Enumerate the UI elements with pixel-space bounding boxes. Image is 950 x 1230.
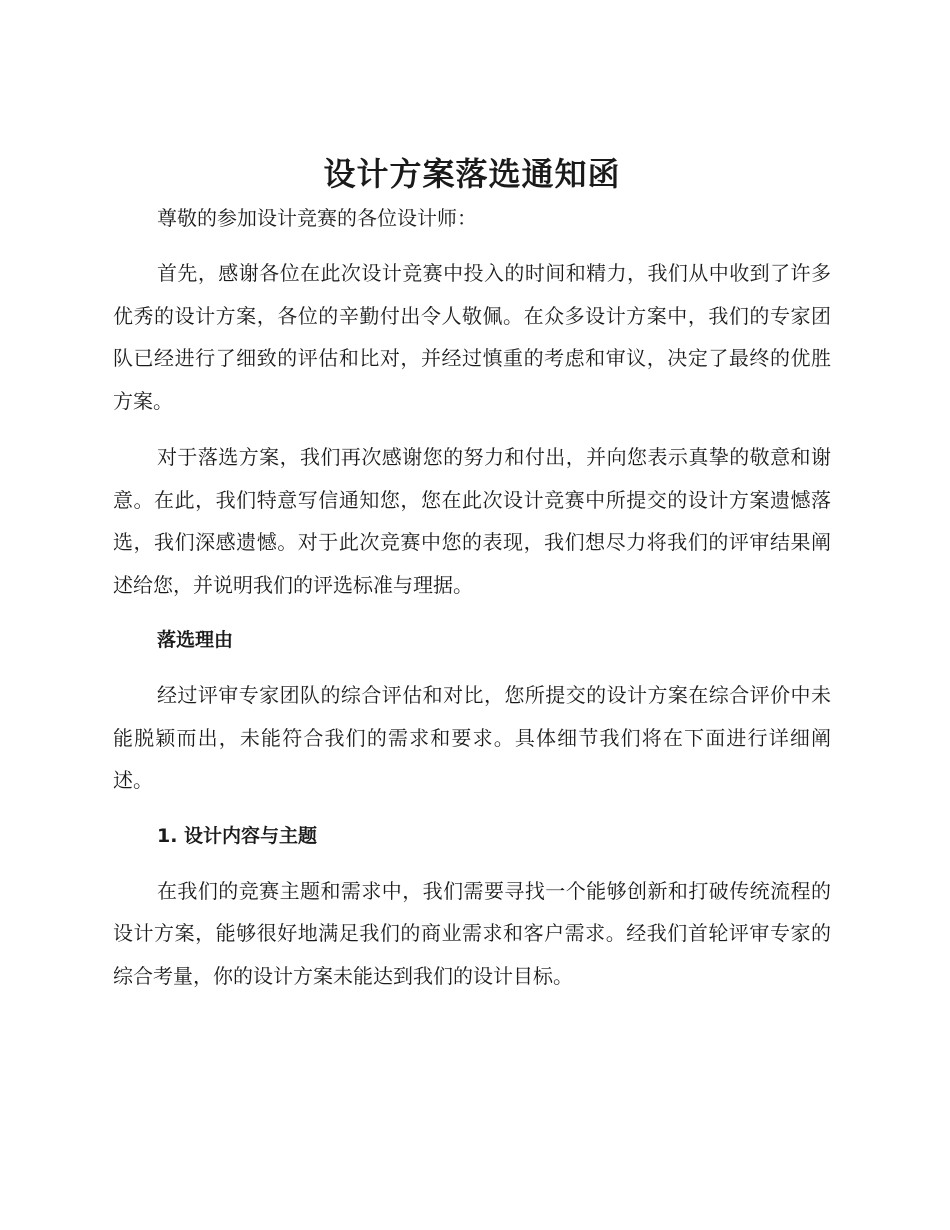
paragraph-design-content: 在我们的竞赛主题和需求中，我们需要寻找一个能够创新和打破传统流程的设计方案，能够很好地满足我们的商业需求和客户需求。经我们首轮评审专家的综合考量，你的设计方案未能达到我们的设计目标。 bbox=[113, 878, 831, 988]
document-page bbox=[113, 150, 831, 1011]
document-title: 设计方案落选通知函 bbox=[323, 155, 621, 193]
salutation: 尊敬的参加设计竞赛的各位设计师： bbox=[157, 206, 477, 230]
subsection-heading-design-content: 1. 设计内容与主题 bbox=[157, 824, 318, 847]
paragraph-notice: 对于落选方案，我们再次感谢您的努力和付出，并向您表示真挚的敬意和谢意。在此，我们特意写信通知您，您在此次设计竞赛中所提交的设计方案遗憾落选，我们深感遗憾。对于此次竞赛中您的表现，我们想尽力将我们的评审结果阐述给您，并说明我们的评选标准与理据。 bbox=[113, 445, 831, 597]
section-heading-reasons: 落选理由 bbox=[157, 629, 234, 651]
paragraph-reasons: 经过评审专家团队的综合评估和对比，您所提交的设计方案在综合评价中未能脱颖而出，未能符合我们的需求和要求。具体细节我们将在下面进行详细阐述。 bbox=[113, 683, 831, 792]
paragraph-thanks: 首先，感谢各位在此次设计竞赛中投入的时间和精力，我们从中收到了许多优秀的设计方案，各位的辛勤付出令人敬佩。在众多设计方案中，我们的专家团队已经进行了细致的评估和比对，并经过慎重的考虑和审议，决定了最终的优胜方案。 bbox=[113, 261, 831, 413]
